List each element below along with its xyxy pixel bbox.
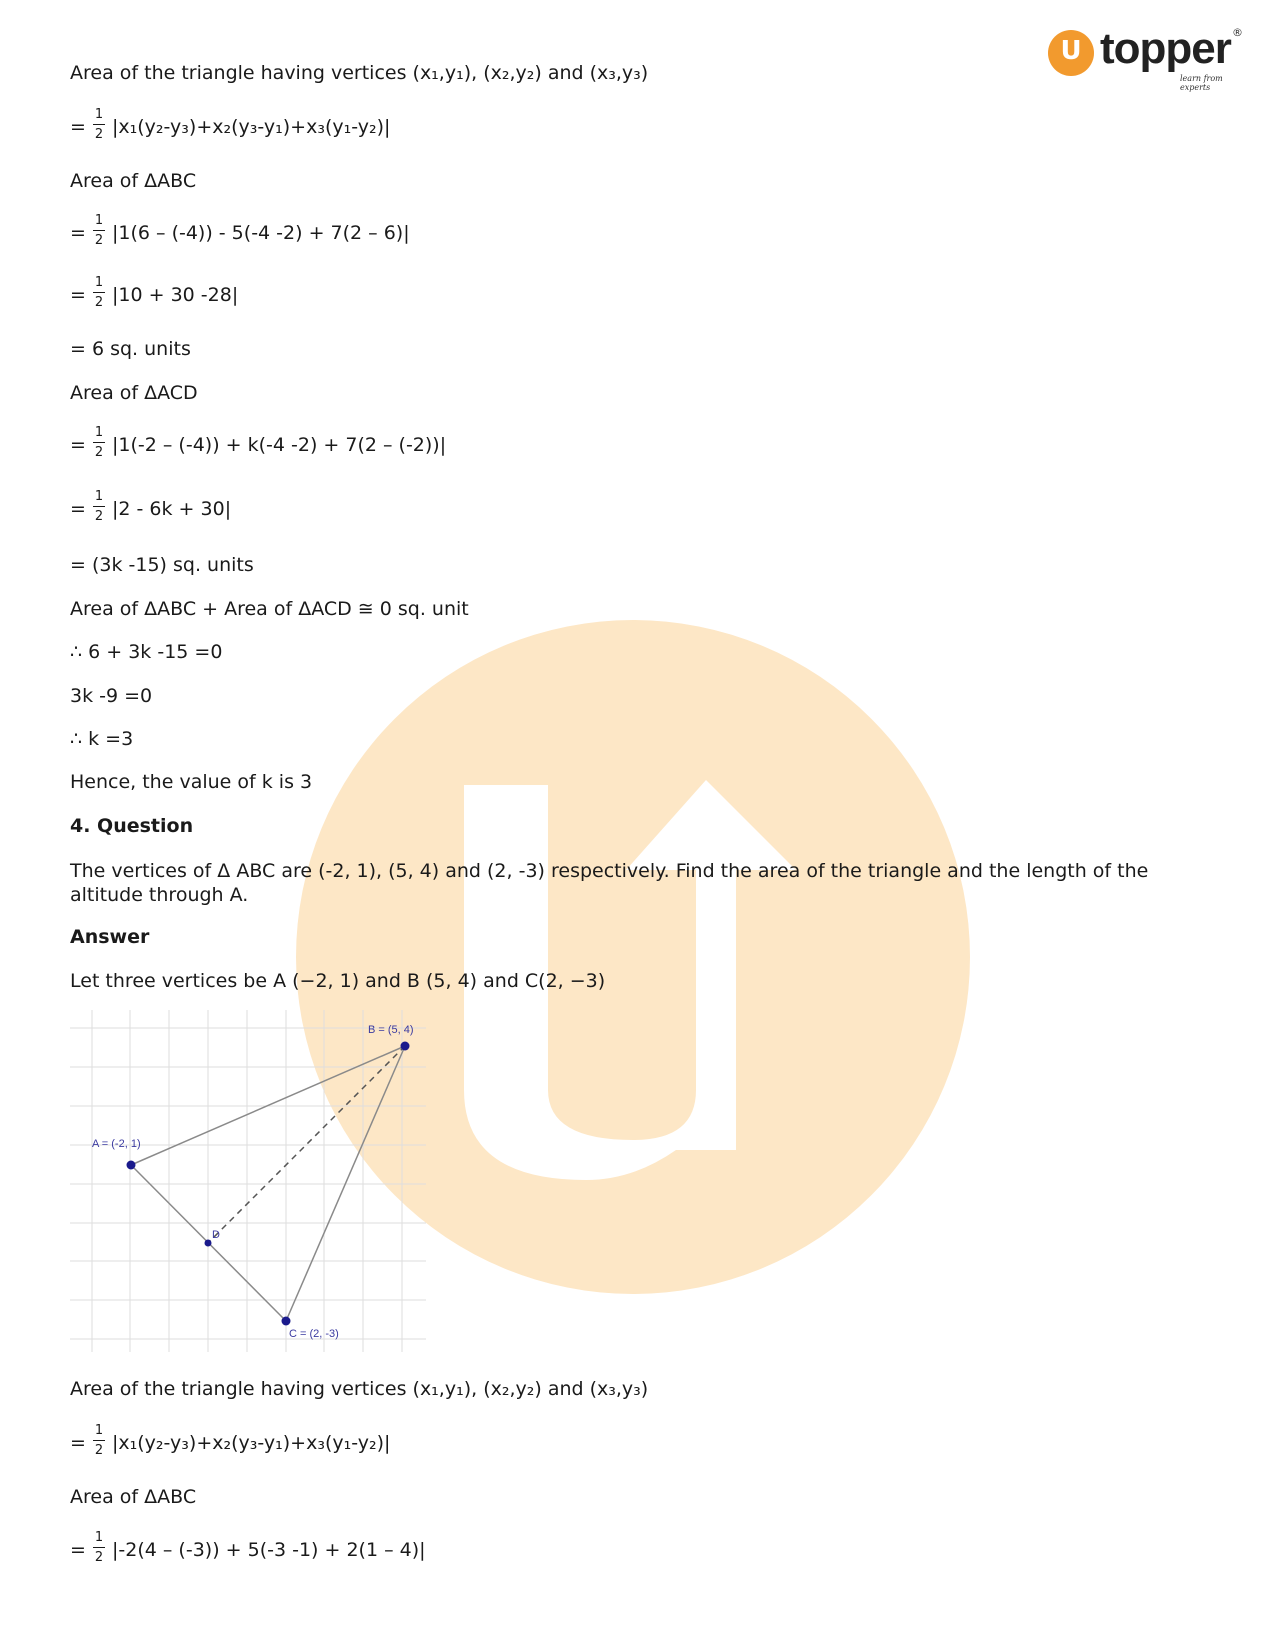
point-d	[205, 1240, 212, 1247]
answer-intro: Let three vertices be A (−2, 1) and B (5, 4) and C(2, −3)	[70, 970, 606, 992]
grid	[70, 1010, 426, 1352]
area-abc-label: Area of ΔABC	[70, 170, 197, 192]
point-b	[401, 1042, 410, 1051]
logo-tagline: learn from experts	[1180, 74, 1223, 92]
formula-intro-2: Area of the triangle having vertices (x₁,y₁), (x₂,y₂) and (x₃,y₃)	[70, 1378, 649, 1400]
half-fraction: 1 2	[94, 107, 104, 142]
acd-result: = (3k -15) sq. units	[70, 554, 254, 576]
triangle-graph	[70, 1010, 426, 1352]
area-acd-label: Area of ΔACD	[70, 382, 198, 404]
step-b: 3k -9 =0	[70, 685, 153, 707]
area-abc-label-2: Area of ΔABC	[70, 1486, 197, 1508]
step-c: ∴ k =3	[70, 728, 134, 750]
label-b: B = (5, 4)	[368, 1024, 414, 1036]
label-c: C = (2, -3)	[289, 1328, 339, 1340]
half-fraction: 1 2	[94, 1423, 104, 1458]
abc-result: = 6 sq. units	[70, 338, 191, 360]
label-d: D	[212, 1229, 220, 1241]
half-fraction: 1 2	[94, 213, 104, 248]
step-a: ∴ 6 + 3k -15 =0	[70, 641, 223, 663]
label-a: A = (-2, 1)	[92, 1138, 141, 1150]
question-heading: 4. Question	[70, 815, 194, 837]
formula-intro: Area of the triangle having vertices (x₁,y₁), (x₂,y₂) and (x₃,y₃)	[70, 62, 649, 84]
question-text: The vertices of Δ ABC are (-2, 1), (5, 4) and (2, -3) respectively. Find the area of the triangle and the length of the altitude through A.	[70, 860, 1149, 906]
answer-heading: Answer	[70, 926, 150, 948]
sum-line: Area of ΔABC + Area of ΔACD ≅ 0 sq. unit	[70, 598, 469, 620]
half-fraction: 1 2	[94, 425, 104, 460]
conclusion: Hence, the value of k is 3	[70, 771, 313, 793]
half-fraction: 1 2	[94, 1530, 104, 1565]
logo-registered: ®	[1232, 26, 1243, 39]
half-fraction: 1 2	[94, 275, 104, 310]
logo-wordmark: topper	[1100, 24, 1231, 73]
topper-logo	[1048, 26, 1248, 96]
half-fraction: 1 2	[94, 489, 104, 524]
point-c	[282, 1317, 291, 1326]
point-a	[127, 1161, 136, 1170]
logo-mark-icon: U	[1048, 30, 1094, 76]
